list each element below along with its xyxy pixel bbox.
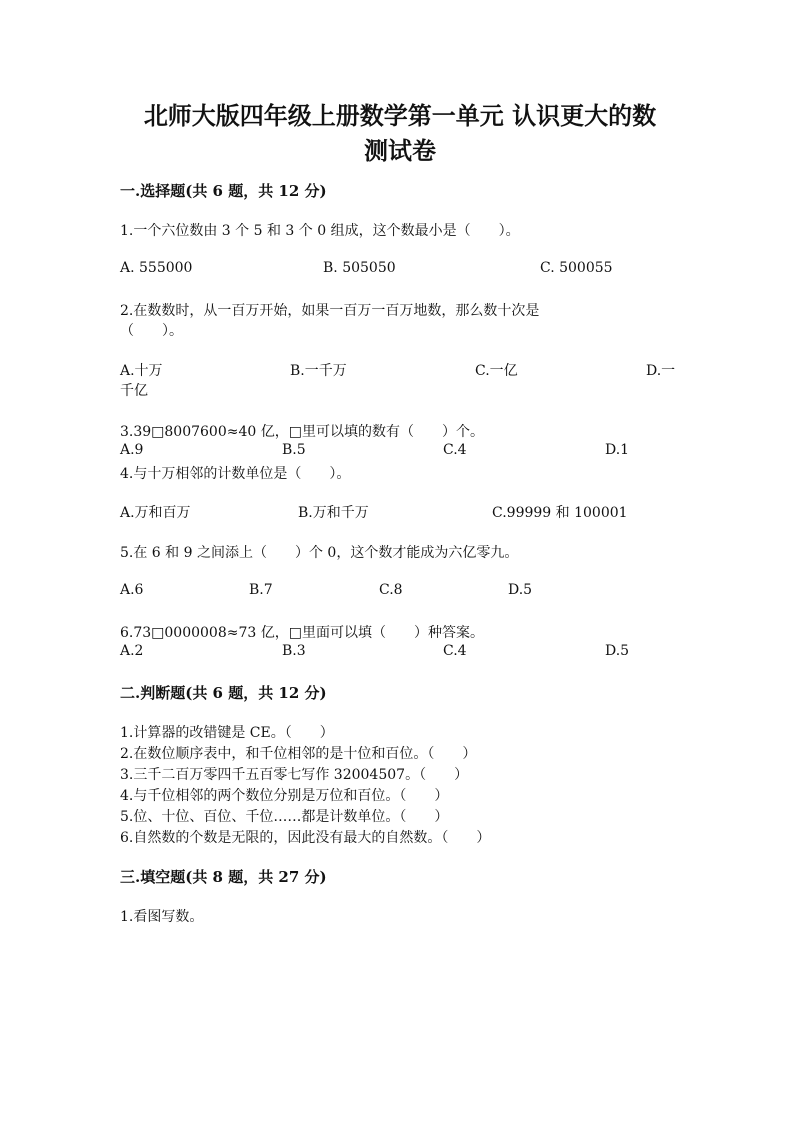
- page-title-line1: 北师大版四年级上册数学第一单元 认识更大的数: [143, 101, 657, 130]
- option-d: D.5: [605, 643, 630, 659]
- judge-item: 3.三千二百万零四千五百零七写作 32004507。（ ）: [120, 767, 469, 783]
- option-c: C.4: [443, 442, 467, 458]
- question-stem: 3.39□8007600≈40 亿，□里可以填的数有（ ）个。: [120, 424, 484, 440]
- option-c: C.一亿: [475, 363, 518, 379]
- option-c: C.99999 和 100001: [492, 505, 628, 521]
- option-b: B.一千万: [290, 363, 347, 379]
- option-d: D.5: [508, 582, 533, 598]
- option-b: B. 505050: [323, 260, 396, 276]
- section-heading-choice: 一.选择题(共 6 题，共 12 分): [120, 182, 327, 200]
- option-a: A.万和百万: [120, 505, 191, 521]
- question-stem: 1.一个六位数由 3 个 5 和 3 个 0 组成，这个数最小是（ ）。: [120, 223, 520, 239]
- option-a: A.9: [120, 442, 144, 458]
- option-d: D.1: [605, 442, 630, 458]
- option-b: B.万和千万: [298, 505, 369, 521]
- option-a: A.2: [120, 643, 144, 659]
- fill-item: 1.看图写数。: [120, 909, 204, 925]
- judge-item: 2.在数位顺序表中，和千位相邻的是十位和百位。（ ）: [120, 746, 477, 762]
- option-b: B.5: [282, 442, 306, 458]
- option-b: B.3: [282, 643, 306, 659]
- section-heading-fill: 三.填空题(共 8 题，共 27 分): [120, 868, 327, 886]
- judge-item: 5.位、十位、百位、千位……都是计数单位。（ ）: [120, 809, 449, 825]
- option-c: C. 500055: [540, 260, 613, 276]
- question-stem: 6.73□0000008≈73 亿，□里面可以填（ ）种答案。: [120, 625, 484, 641]
- option-c: C.8: [379, 582, 403, 598]
- option-a: A.6: [120, 582, 144, 598]
- question-stem: 4.与十万相邻的计数单位是（ ）。: [120, 466, 351, 482]
- question-stem-continuation: （ ）。: [120, 323, 183, 339]
- section-heading-judge: 二.判断题(共 6 题，共 12 分): [120, 684, 327, 702]
- option-b: B.7: [249, 582, 273, 598]
- option-c: C.4: [443, 643, 467, 659]
- option-a: A.十万: [120, 363, 163, 379]
- question-stem: 2.在数数时，从一百万开始，如果一百万一百万地数，那么数十次是: [120, 303, 540, 319]
- option-d: D.一: [646, 363, 676, 379]
- page-title-line2: 测试卷: [364, 136, 436, 165]
- judge-item: 6.自然数的个数是无限的，因此没有最大的自然数。（ ）: [120, 830, 491, 846]
- judge-item: 1.计算器的改错键是 CE。（ ）: [120, 725, 334, 741]
- option-d-continuation: 千亿: [120, 383, 148, 399]
- judge-item: 4.与千位相邻的两个数位分别是万位和百位。（ ）: [120, 788, 449, 804]
- option-a: A. 555000: [120, 260, 193, 276]
- question-stem: 5.在 6 和 9 之间添上（ ）个 0，这个数才能成为六亿零九。: [120, 545, 519, 561]
